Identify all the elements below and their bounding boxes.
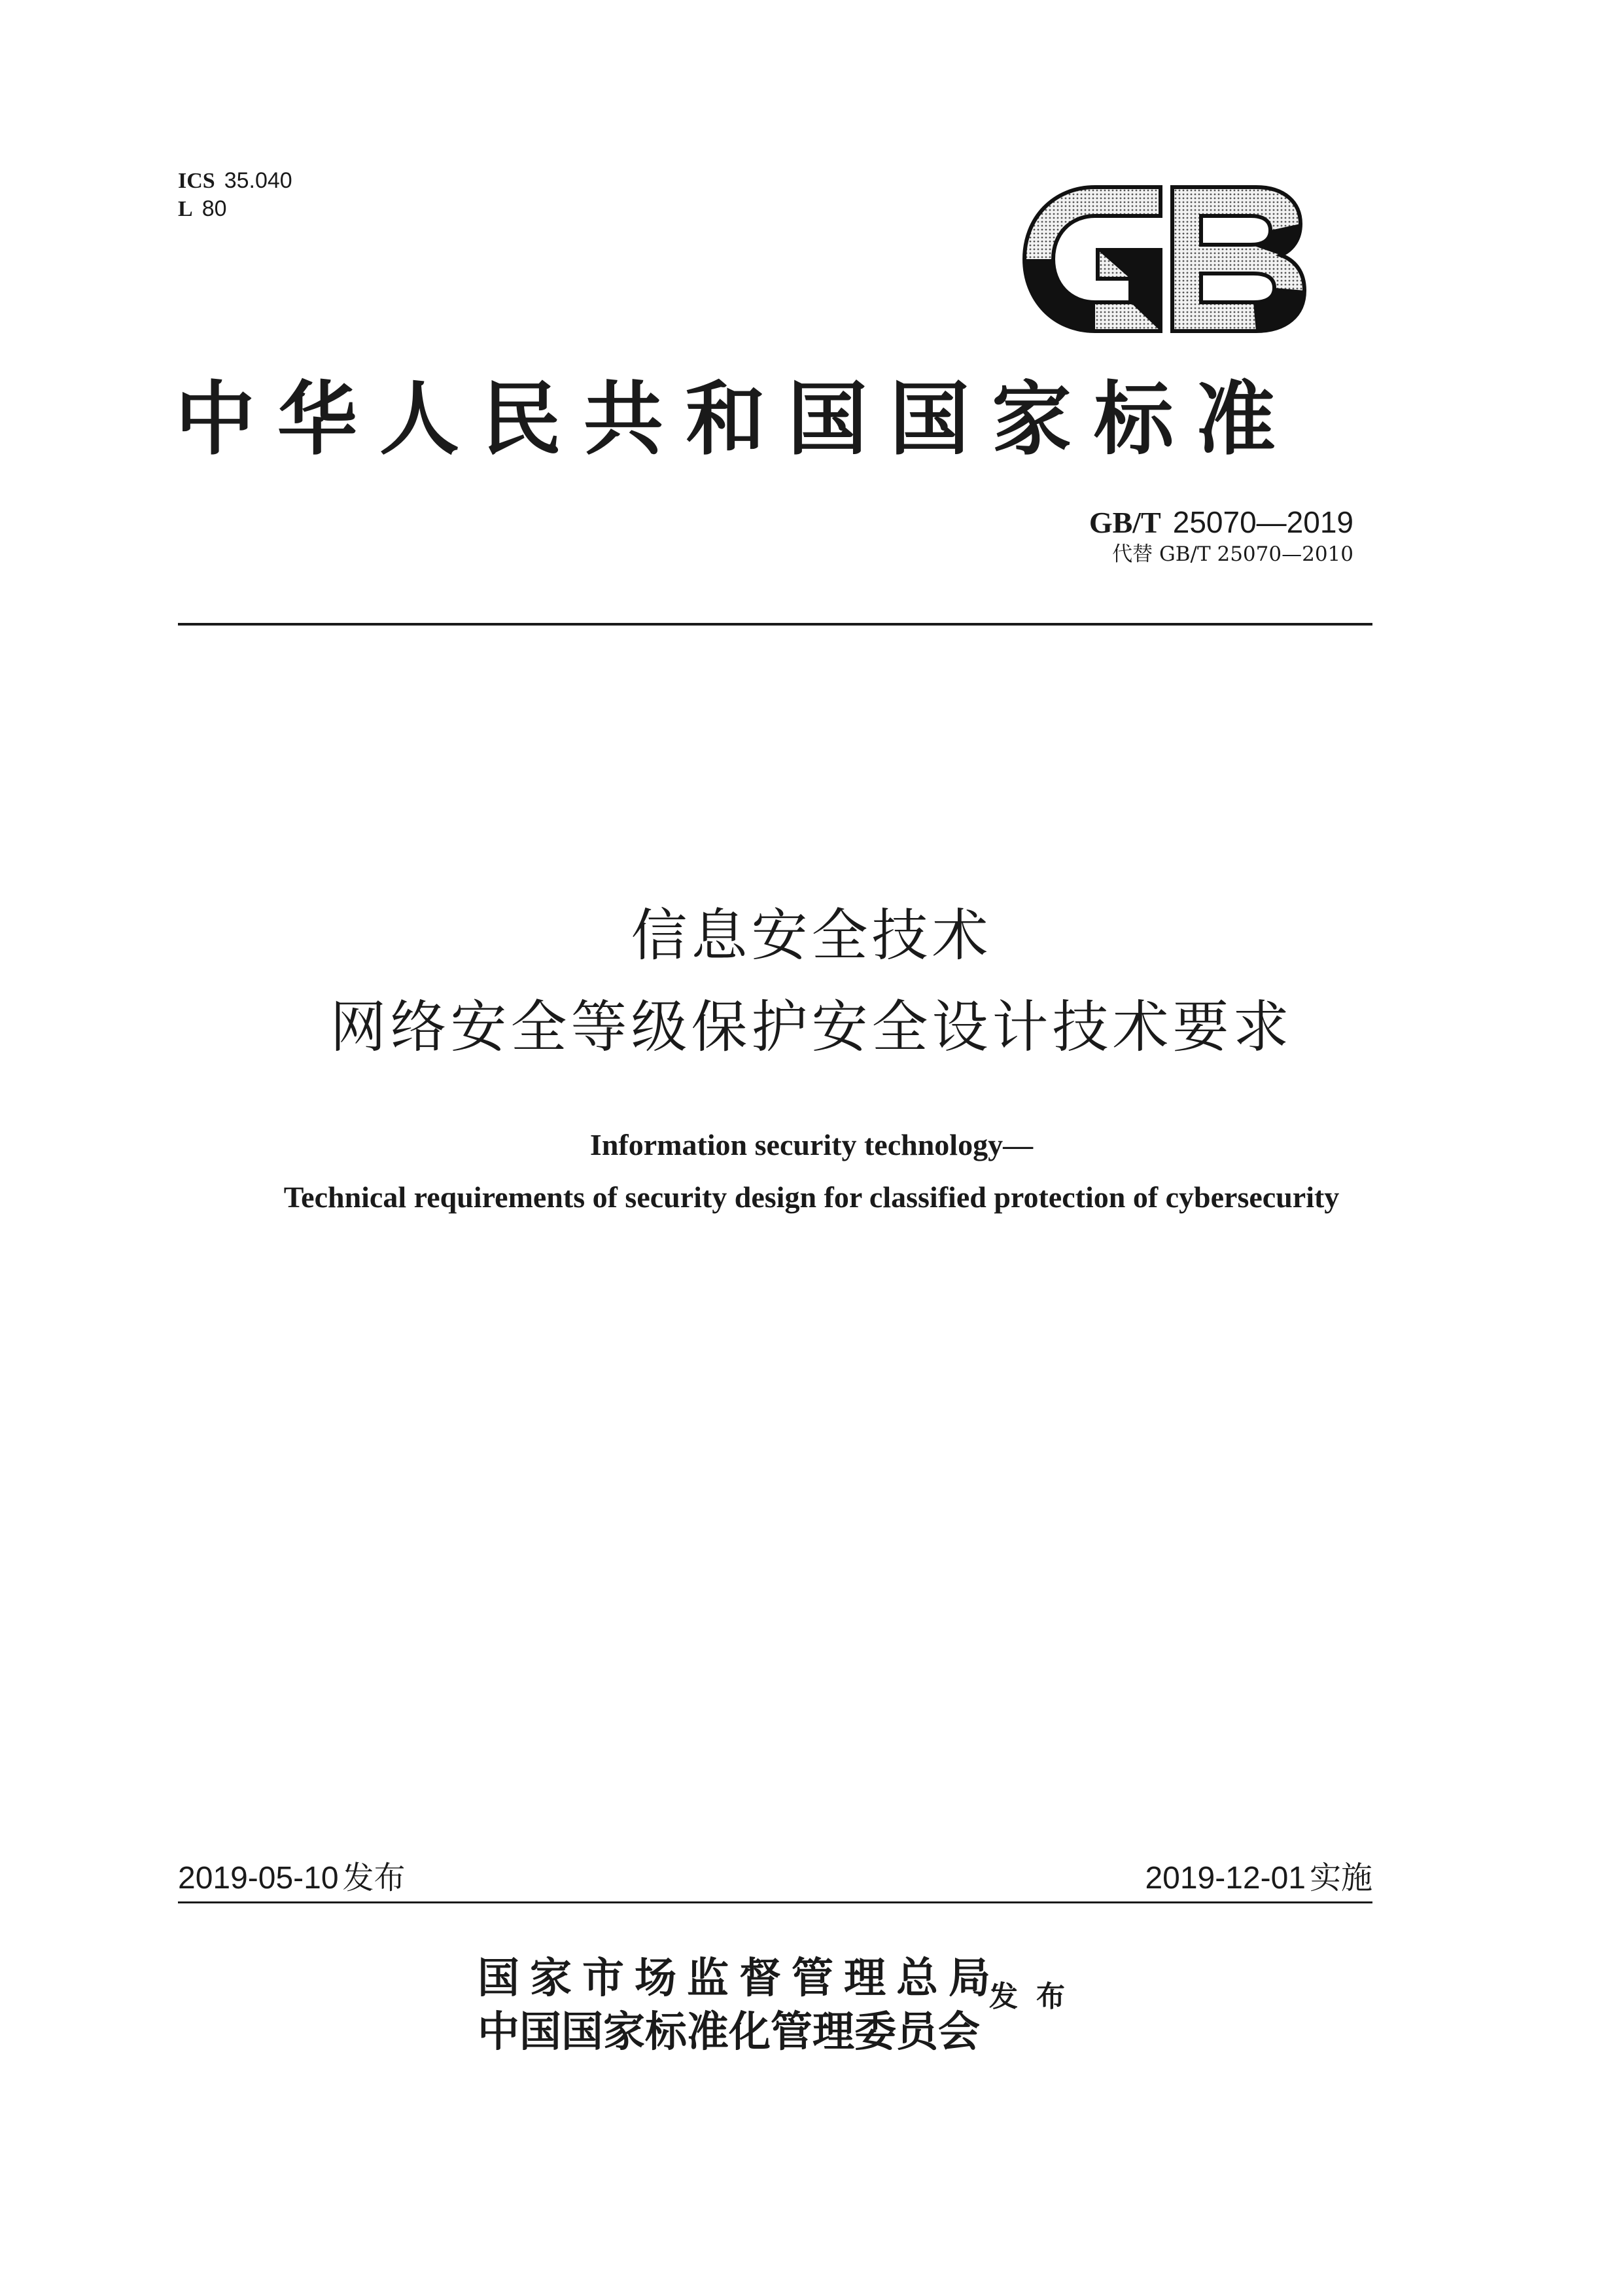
- ccs-label: L: [178, 197, 193, 221]
- footer-divider: [178, 1901, 1372, 1903]
- issuer-org2: 中国国家标准化管理委员会: [478, 2007, 980, 2057]
- standard-number: [1089, 504, 1353, 541]
- standard-prefix: GB/T: [1089, 506, 1161, 539]
- header-divider: [178, 623, 1372, 626]
- standard-category-title: 中华人民共和国国家标准: [175, 372, 1298, 466]
- ics-value: 35.040: [224, 168, 292, 193]
- implement-date-word: 实施: [1309, 1860, 1372, 1896]
- standard-number-block: [1089, 504, 1353, 567]
- title-cn-line2: 网络安全等级保护安全设计技术要求: [330, 995, 1293, 1060]
- issue-action-label: 发布: [989, 1980, 1083, 2013]
- gb-logo-icon: [1021, 185, 1307, 334]
- ccs-code: [178, 195, 292, 223]
- ics-label: ICS: [178, 169, 215, 193]
- implement-date-value: 2019-12-01: [1145, 1861, 1306, 1896]
- title-en-line1: Information security technology—: [589, 1128, 1034, 1161]
- ics-code: [178, 167, 292, 195]
- implement-date: [1145, 1858, 1372, 1898]
- ccs-value: 80: [201, 196, 227, 221]
- issuer-org1: 国家市场监督管理总局: [478, 1954, 1001, 2003]
- issue-date-value: 2019-05-10: [178, 1861, 339, 1896]
- title-en-line2: Technical requirements of security design for classified protection of cybersecurity: [283, 1180, 1340, 1214]
- classification-codes: [178, 167, 292, 223]
- issue-date: [178, 1858, 406, 1898]
- title-cn-line1: 信息安全技术: [631, 903, 992, 968]
- issue-date-word: 发布: [342, 1860, 406, 1896]
- standard-code: 25070—2019: [1172, 505, 1353, 539]
- replaces-standard: 代替 GB/T 25070—2010: [1112, 542, 1353, 566]
